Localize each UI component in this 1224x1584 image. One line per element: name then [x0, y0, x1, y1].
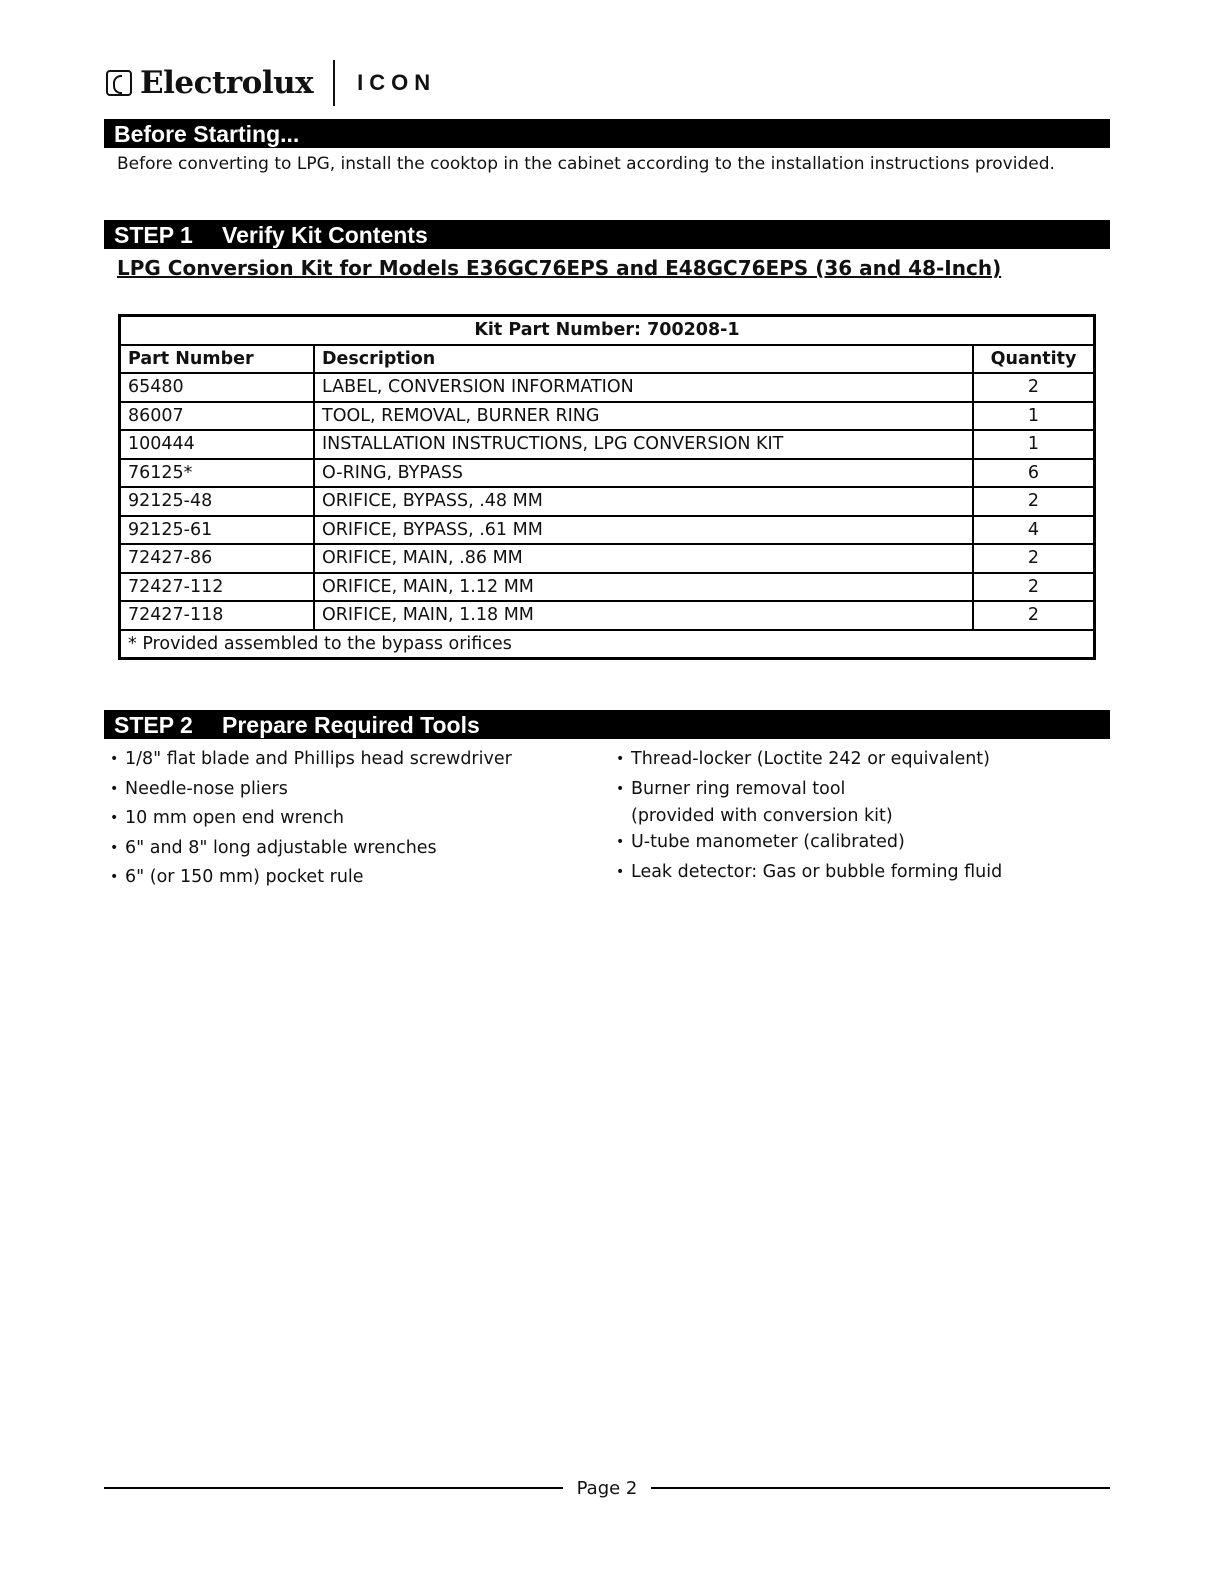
- list-item: • Thread-locker (Loctite 242 or equivalent): [614, 745, 1002, 775]
- description-cell: ORIFICE, BYPASS, .61 MM: [314, 516, 973, 545]
- list-item: • 6" and 8" long adjustable wrenches: [108, 834, 512, 864]
- column-header-part-number: Part Number: [120, 345, 315, 374]
- list-item: • 1/8" flat blade and Phillips head screwdriver: [108, 745, 512, 775]
- tools-list-right: [614, 745, 1002, 887]
- electrolux-logo-icon: [106, 70, 132, 96]
- table-row: [120, 544, 1095, 573]
- description-cell: TOOL, REMOVAL, BURNER RING: [314, 402, 973, 431]
- list-item: • Leak detector: Gas or bubble forming fluid: [614, 858, 1002, 888]
- step1-title: Verify Kit Contents: [222, 222, 428, 248]
- list-item-subtext: (provided with conversion kit): [631, 806, 893, 826]
- quantity-cell: 2: [973, 573, 1095, 602]
- description-cell: O-RING, BYPASS: [314, 459, 973, 488]
- product-line: ICON: [357, 70, 437, 95]
- quantity-cell: 1: [973, 402, 1095, 431]
- list-item: • U-tube manometer (calibrated): [614, 828, 1002, 858]
- before-starting-text: Before converting to LPG, install the cooktop in the cabinet according to the installation instructions provided.: [117, 154, 1055, 174]
- brand-name: Electrolux: [140, 65, 314, 101]
- table-row: [120, 516, 1095, 545]
- description-cell: ORIFICE, MAIN, 1.18 MM: [314, 601, 973, 630]
- before-starting-heading: Before Starting...: [104, 119, 1110, 148]
- kit-part-number-caption: Kit Part Number: 700208-1: [120, 316, 1095, 345]
- table-row: [120, 459, 1095, 488]
- part-number-cell: 92125-48: [120, 487, 315, 516]
- quantity-cell: 2: [973, 487, 1095, 516]
- table-row: [120, 573, 1095, 602]
- quantity-cell: 2: [973, 544, 1095, 573]
- step2-title: Prepare Required Tools: [222, 712, 480, 738]
- part-number-cell: 76125*: [120, 459, 315, 488]
- table-caption-row: [120, 316, 1095, 345]
- column-header-description: Description: [314, 345, 973, 374]
- footer-rule-right: [651, 1487, 1110, 1489]
- table-row: [120, 601, 1095, 630]
- table-footnote-row: [120, 630, 1095, 659]
- table-row: [120, 430, 1095, 459]
- quantity-cell: 2: [973, 373, 1095, 402]
- step2-heading: [104, 710, 1110, 739]
- quantity-cell: 6: [973, 459, 1095, 488]
- part-number-cell: 100444: [120, 430, 315, 459]
- list-item: [614, 775, 1002, 829]
- step2-number: STEP 2: [114, 712, 193, 738]
- quantity-cell: 2: [973, 601, 1095, 630]
- table-row: [120, 487, 1095, 516]
- column-header-quantity: Quantity: [973, 345, 1095, 374]
- description-cell: ORIFICE, BYPASS, .48 MM: [314, 487, 973, 516]
- list-item-text: Burner ring removal tool: [631, 778, 846, 799]
- quantity-cell: 4: [973, 516, 1095, 545]
- table-footnote: * Provided assembled to the bypass orifices: [120, 630, 1095, 659]
- part-number-cell: 65480: [120, 373, 315, 402]
- step1-heading: [104, 220, 1110, 249]
- table-row: [120, 373, 1095, 402]
- header-logo: [106, 60, 436, 106]
- table-header-row: [120, 345, 1095, 374]
- description-cell: LABEL, CONVERSION INFORMATION: [314, 373, 973, 402]
- part-number-cell: 92125-61: [120, 516, 315, 545]
- kit-title: LPG Conversion Kit for Models E36GC76EPS and E48GC76EPS (36 and 48-Inch): [117, 256, 1002, 280]
- kit-contents-table: [118, 314, 1096, 660]
- description-cell: ORIFICE, MAIN, .86 MM: [314, 544, 973, 573]
- list-item: • Needle-nose pliers: [108, 775, 512, 805]
- step1-number: STEP 1: [114, 222, 193, 248]
- description-cell: INSTALLATION INSTRUCTIONS, LPG CONVERSION KIT: [314, 430, 973, 459]
- part-number-cell: 86007: [120, 402, 315, 431]
- page-footer: [104, 1473, 1110, 1503]
- table-row: [120, 402, 1095, 431]
- part-number-cell: 72427-86: [120, 544, 315, 573]
- quantity-cell: 1: [973, 430, 1095, 459]
- part-number-cell: 72427-118: [120, 601, 315, 630]
- footer-rule-left: [104, 1487, 563, 1489]
- description-cell: ORIFICE, MAIN, 1.12 MM: [314, 573, 973, 602]
- list-item: • 10 mm open end wrench: [108, 804, 512, 834]
- logo-divider: [333, 60, 335, 106]
- list-item: • 6" (or 150 mm) pocket rule: [108, 863, 512, 893]
- page-number: Page 2: [576, 1477, 638, 1499]
- tools-list-left: [108, 745, 512, 893]
- part-number-cell: 72427-112: [120, 573, 315, 602]
